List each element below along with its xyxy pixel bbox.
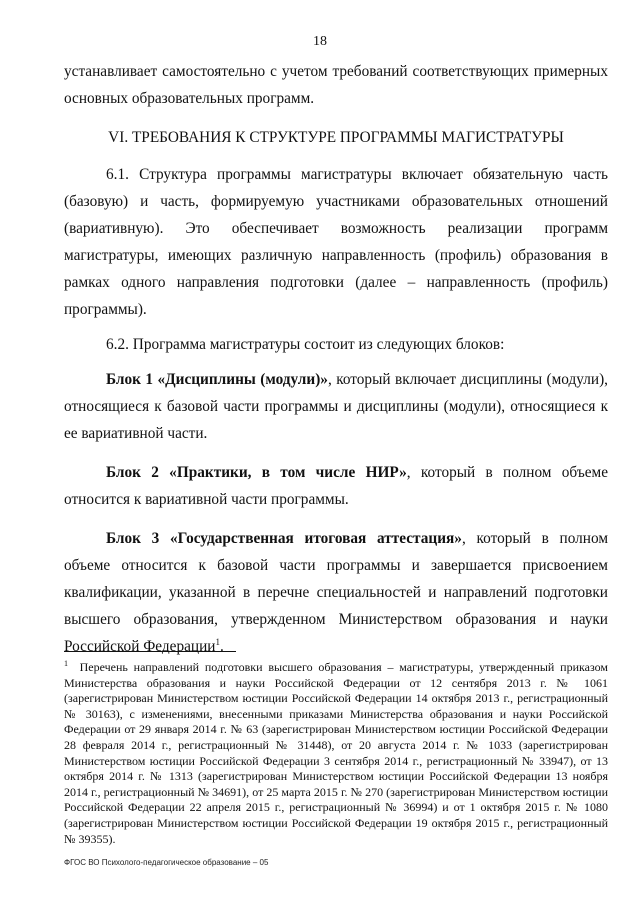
block-1-title: Блок 1 «Дисциплины (модули)» <box>106 371 328 388</box>
paragraph-6-1: 6.1. Структура программы магистратуры включает обязательную часть (базовую) и часть, формируемую участниками образовательных отношений (вариативную). Это обеспечивает возможность реализации программ магистратуры, имеющих различную направленность (профиль) образования в рамках одного направления подготовки (далее – направленность (профиль) программы). <box>64 166 608 318</box>
intro-paragraph: устанавливает самостоятельно с учетом требований соответствующих примерных основных образовательных программ. <box>64 63 608 107</box>
block-2-paragraph <box>64 459 608 513</box>
footnote-divider <box>64 651 236 652</box>
footnote-reference[interactable]: 1 <box>215 636 220 647</box>
footnote-marker: 1 <box>64 659 68 668</box>
block-2-text: , который в полном объеме относится к вариативной части программы. <box>64 464 608 508</box>
block-3-title: Блок 3 «Государственная итоговая аттестация» <box>106 530 462 547</box>
block-3-end: . <box>219 638 224 655</box>
block-2-title: Блок 2 «Практики, в том числе НИР» <box>106 464 407 481</box>
page-footer: ФГОС ВО Психолого-педагогическое образование – 05 <box>64 858 269 867</box>
block-3-paragraph <box>64 525 608 660</box>
block-1-paragraph <box>64 366 608 447</box>
footnote <box>64 660 608 847</box>
block-3-text: , который в полном объеме относится к базовой части программы и завершается присвоением квалификации, указанной в перечне специальностей и направлений подготовки высшего образования, утвержденном Министерством образования и науки Российской Федерации <box>64 530 608 655</box>
document-body <box>64 58 608 660</box>
section-title: VI. ТРЕБОВАНИЯ К СТРУКТУРЕ ПРОГРАММЫ МАГИСТРАТУРЫ <box>108 129 564 146</box>
page-number: 18 <box>313 34 327 49</box>
paragraph-6-2: 6.2. Программа магистратуры состоит из следующих блоков: <box>106 336 505 353</box>
footnote-text: Перечень направлений подготовки высшего образования – магистратуры, утвержденный приказом Министерства образования и науки Российской Федерации от 12 сентября 2013 г. № 1061 (зарегистрирован Министерством юстиции Российской Федерации 14 октября 2013 г., регистрационный № 30163), с изменениями, внесенными приказами Министерства образования и науки Российской Федерации от 29 января 2014 г. № 63 (зарегистрирован Министерством юстиции Российской Федерации 28 февраля 2014 г., регистрационный № 31448), от 20 августа 2014 г. № 1033 (зарегистрирован Министерством юстиции Российской Федерации 3 сентября 2014 г., регистрационный № 33947), от 13 октября 2014 г. № 1313 (зарегистрирован Министерством юстиции Российской Федерации 13 ноября 2014 г., регистрационный № 34691), от 25 марта 2015 г. № 270 (зарегистрирован Министерством юстиции Российской Федерации 22 апреля 2015 г., регистрационный № 36994) и от 1 октября 2015 г. № 1080 (зарегистрирован Министерством юстиции Российской Федерации 19 октября 2015 г., регистрационный № 39355). <box>64 660 608 846</box>
block-1-text: , который включает дисциплины (модули), относящиеся к базовой части программы и дисциплины (модули), относящиеся к ее вариативной части. <box>64 371 609 442</box>
